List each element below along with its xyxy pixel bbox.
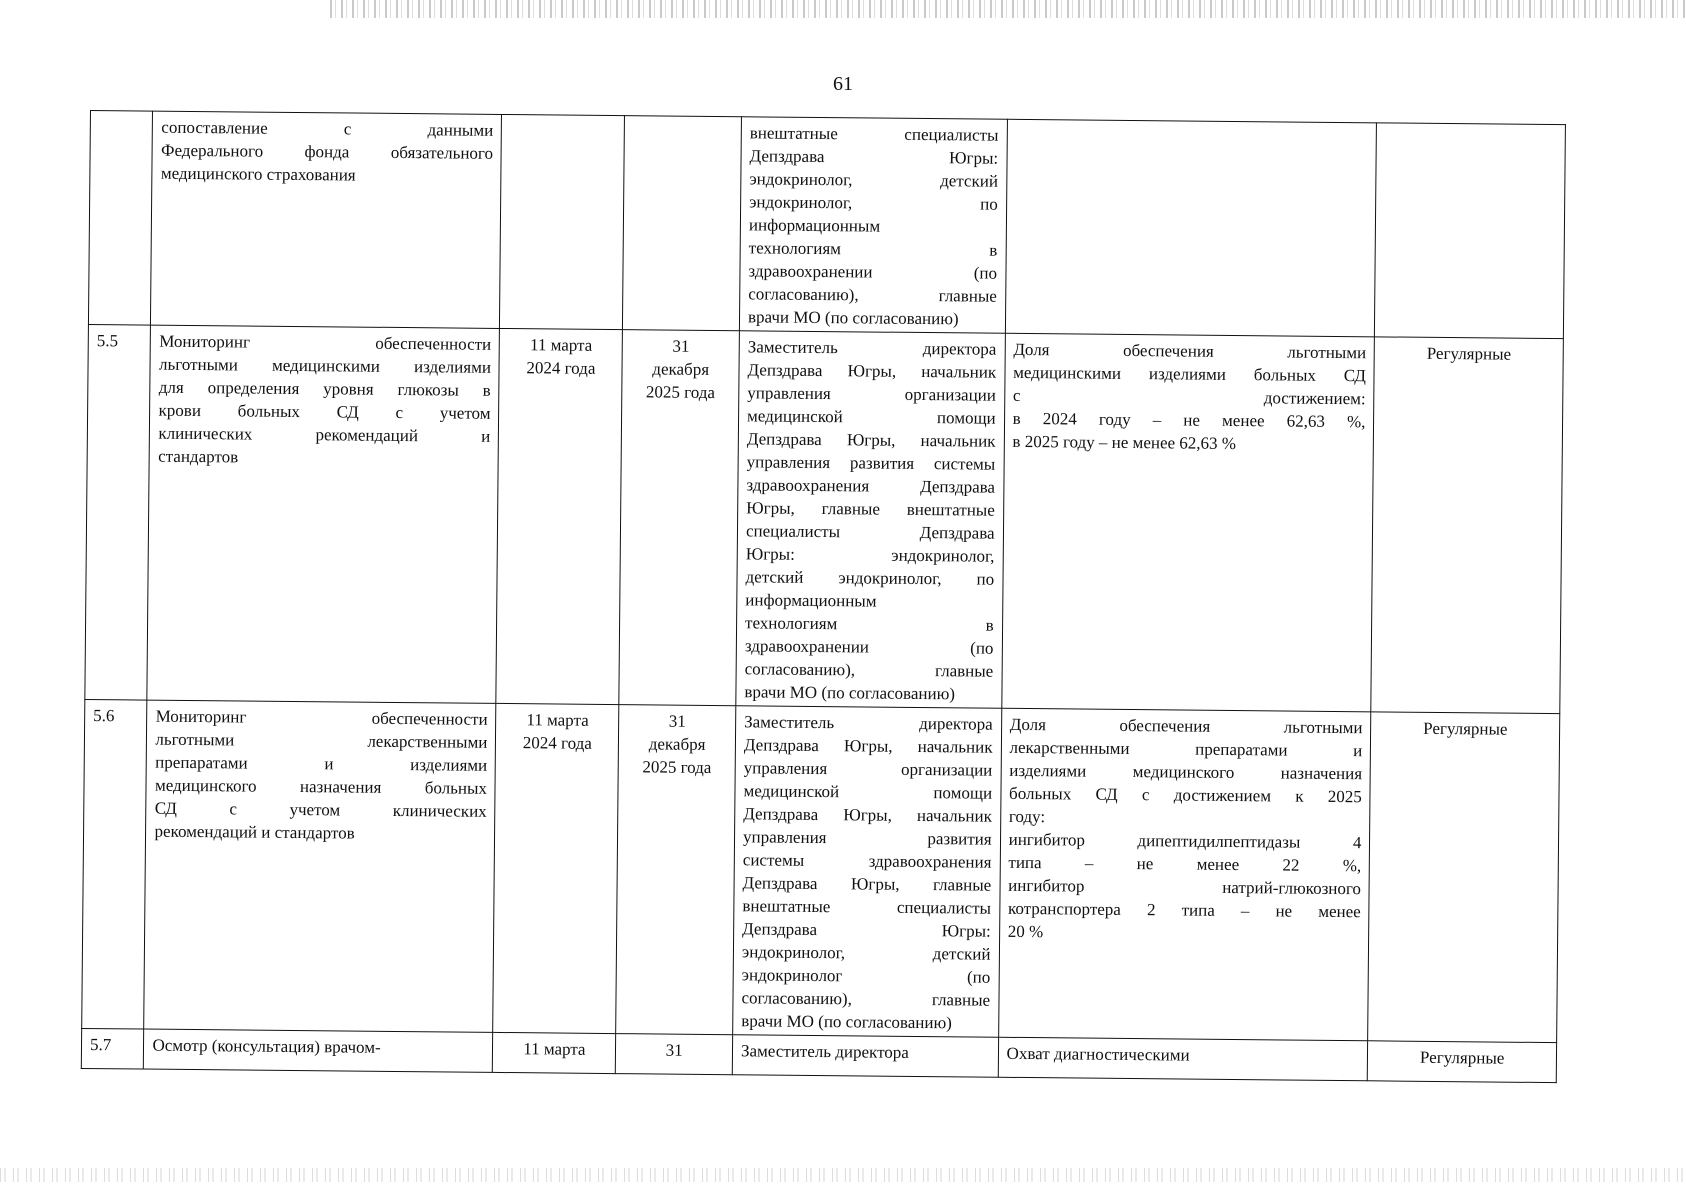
cell-line: ингибитор дипептидилпептидазы 4 — [1008, 829, 1362, 853]
cell-line: сопоставление с данными — [161, 117, 494, 140]
cell-line: рекомендаций и стандартов — [154, 821, 355, 843]
cell-line: Югры: эндокринолог, — [745, 544, 995, 566]
cell-line: Осмотр (консультация) врачом- — [152, 1035, 381, 1057]
cell-line: управления развития — [742, 827, 992, 849]
cell-line: системы здравоохранения — [742, 850, 992, 872]
cell-line: управления развития системы — [746, 452, 996, 474]
cell-line: информационным — [745, 590, 877, 611]
cell-line: Депздрава Югры, начальник — [747, 360, 997, 382]
cell-line: врачи МО (по согласованию) — [744, 682, 956, 704]
cell-line: 11 марта — [523, 1039, 586, 1059]
cell-line: Доля обеспечения льготными — [1009, 714, 1363, 738]
cell-line: с достижением: — [1012, 385, 1366, 409]
cell-line: Югры, главные внештатные — [746, 498, 995, 520]
responsible-cell — [739, 117, 1007, 334]
result-cell — [998, 1037, 1368, 1081]
row-number — [88, 111, 153, 326]
start-date-cell — [493, 1032, 616, 1073]
cell-line: Доля обеспечения льготными — [1013, 339, 1367, 363]
cell-line: эндокринолог, детский — [749, 169, 999, 191]
responsible-cell — [732, 1035, 998, 1078]
cell-line: СД с учетом клинических — [154, 798, 487, 821]
cell-line: Мониторинг обеспеченности — [159, 331, 492, 354]
cell-line: типа – не менее 22 %, — [1008, 852, 1362, 876]
cell-line: Федерального фонда обязательного — [161, 140, 494, 163]
start-date-cell — [496, 328, 623, 704]
cell-line: Депздрава Югры: — [749, 146, 999, 168]
cell-line: году: — [1008, 806, 1046, 827]
cell-line: льготными лекарственными — [155, 729, 488, 752]
table-row — [85, 324, 1564, 713]
end-date-cell — [616, 705, 736, 1035]
cell-line: эндокринолог (по — [741, 965, 991, 987]
cell-line: согласованию), главные — [741, 988, 991, 1010]
responsible-cell — [736, 331, 1005, 709]
cell-line: управления организации — [747, 383, 997, 405]
result-cell — [1001, 333, 1374, 712]
cell-line: 31 — [672, 336, 690, 356]
end-date-cell — [619, 330, 739, 706]
cell-line: эндокринолог, по — [749, 192, 998, 214]
cell-line: стандартов — [158, 446, 239, 467]
cell-line: Депздрава Югры, начальник — [746, 429, 996, 451]
cell-line: детский эндокринолог, по — [745, 567, 995, 589]
cell-line: здравоохранении (по — [744, 636, 994, 658]
frequency-cell: Регулярные — [1368, 1041, 1557, 1083]
cell-line: котранспортера 2 типа – не менее — [1007, 898, 1361, 922]
cell-line: согласованию), главные — [748, 284, 997, 306]
cell-line: для определения уровня глюкозы в — [158, 377, 491, 400]
cell-line: медицинского назначения больных — [154, 775, 488, 798]
cell-line: декабря — [652, 359, 710, 379]
activity-cell — [144, 1029, 493, 1072]
cell-line: специалисты Депздрава — [745, 521, 995, 543]
cell-line: 11 марта — [526, 710, 589, 730]
frequency-cell — [1375, 123, 1566, 339]
activity-table — [81, 110, 1566, 1083]
row-number: 5.5 — [85, 324, 151, 700]
end-date-cell — [623, 116, 742, 331]
activity-cell — [144, 700, 496, 1032]
cell-line: Заместитель директора — [740, 1041, 909, 1062]
cell-line: в 2024 году – не менее 62,63 %, — [1012, 408, 1366, 432]
cell-line: декабря — [648, 734, 706, 754]
frequency-cell: Регулярные — [1368, 712, 1560, 1043]
result-cell — [998, 708, 1371, 1041]
responsible-cell — [733, 706, 1002, 1038]
cell-line: Депздрава Югры: — [742, 919, 991, 941]
row-number: 5.7 — [81, 1028, 144, 1069]
cell-line: ингибитор натрий-глюкозного — [1008, 875, 1362, 899]
cell-line: изделиями медицинского назначения — [1009, 760, 1363, 784]
frequency-cell: Регулярные — [1371, 337, 1563, 714]
cell-line: информационным — [748, 215, 881, 236]
cell-line: 2025 года — [642, 757, 712, 777]
cell-line: технологиям в — [745, 613, 994, 635]
activity-cell — [151, 111, 502, 328]
cell-line: Заместитель директора — [747, 337, 997, 359]
start-date-cell — [500, 114, 625, 329]
scan-noise-top — [330, 0, 1686, 18]
cell-line: лекарственными препаратами и — [1009, 737, 1363, 761]
table-row — [88, 111, 1565, 339]
cell-line: внештатные специалисты — [749, 123, 999, 145]
cell-line: в 2025 году – не менее 62,63 % — [1012, 431, 1237, 454]
cell-line: 2024 года — [526, 358, 596, 378]
cell-line: 20 % — [1007, 921, 1044, 942]
end-date-cell — [616, 1034, 733, 1075]
start-date-cell — [493, 703, 619, 1033]
cell-line: Депздрава Югры, начальник — [743, 735, 993, 757]
activity-cell — [147, 325, 500, 703]
cell-line: Депздрава Югры, главные — [742, 873, 992, 895]
cell-line: 31 — [668, 711, 686, 731]
cell-line: согласованию), главные — [744, 659, 994, 681]
cell-line: врачи МО (по согласованию) — [747, 307, 959, 329]
cell-line: 2025 года — [645, 382, 716, 403]
cell-line: клинических рекомендаций и — [158, 423, 491, 446]
row-number: 5.6 — [82, 699, 148, 1029]
cell-line: врачи МО (по согласованию) — [741, 1011, 952, 1033]
page-number: 61 — [833, 73, 853, 95]
cell-line: Заместитель директора — [744, 712, 993, 734]
cell-line: медицинской помощи — [747, 406, 996, 428]
cell-line: здравоохранения Депздрава — [746, 475, 996, 497]
cell-line: больных СД с достижением к 2025 — [1009, 783, 1362, 807]
cell-line: 31 — [665, 1040, 683, 1060]
cell-line: внештатные специалисты — [742, 896, 992, 918]
cell-line: 2024 года — [522, 733, 592, 753]
cell-line: эндокринолог, детский — [741, 942, 991, 964]
table-row — [82, 699, 1560, 1042]
cell-line: медицинскими изделиями больных СД — [1013, 362, 1367, 386]
cell-line: 11 марта — [529, 335, 593, 355]
cell-line: медицинского страхования — [160, 163, 356, 185]
cell-line: Охват диагностическими — [1006, 1043, 1190, 1065]
result-cell — [1005, 119, 1377, 337]
cell-line: крови больных СД с учетом — [158, 400, 491, 423]
cell-line: Депздрава Югры, начальник — [743, 804, 992, 826]
cell-line: медицинской помощи — [743, 781, 993, 803]
cell-line: льготными медицинскими изделиями — [158, 354, 492, 377]
cell-line: Мониторинг обеспеченности — [155, 706, 488, 729]
cell-line: здравоохранении (по — [748, 261, 998, 283]
scan-noise-bottom — [0, 1168, 1686, 1182]
cell-line: технологиям в — [748, 238, 998, 260]
cell-line: управления организации — [743, 758, 993, 780]
cell-line: препаратами и изделиями — [155, 752, 488, 775]
